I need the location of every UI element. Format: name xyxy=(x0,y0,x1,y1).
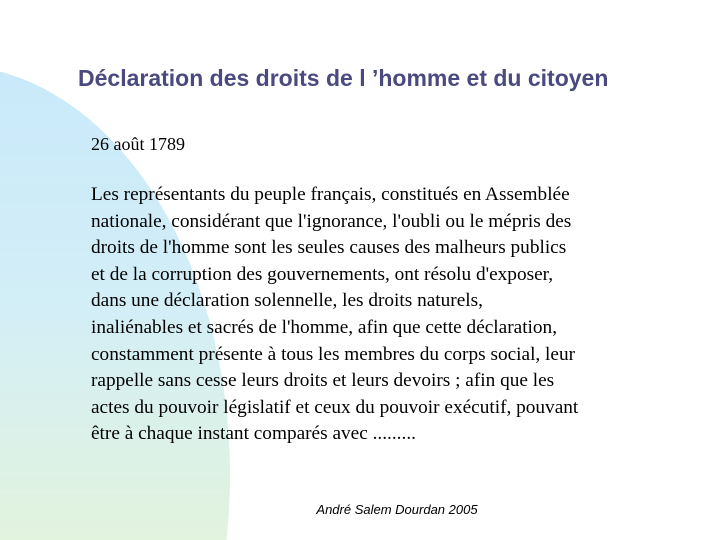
body-line: Les représentants du peuple français, constitués en Assemblée xyxy=(91,184,570,205)
slide-footer: André Salem Dourdan 2005 xyxy=(316,502,478,517)
slide-date: 26 août 1789 xyxy=(91,134,185,154)
body-line: nationale, considérant que l'ignorance, l'oubli ou le mépris des xyxy=(91,210,572,232)
body-line: rappelle sans cesse leurs droits et leurs devoirs ; afin que les xyxy=(91,370,555,392)
body-line: et de la corruption des gouvernements, ont résolu d'exposer, xyxy=(91,263,554,285)
slide-body-text xyxy=(91,182,661,448)
slide-title: Déclaration des droits de l ’homme et du citoyen xyxy=(78,65,609,91)
body-line: droits de l'homme sont les seules causes des malheurs publics xyxy=(91,237,567,259)
body-line: dans une déclaration solennelle, les droits naturels, xyxy=(91,290,483,312)
body-line: actes du pouvoir législatif et ceux du pouvoir exécutif, pouvant xyxy=(91,396,579,418)
body-line: être à chaque instant comparés avec ......... xyxy=(91,423,416,445)
body-line: constamment présente à tous les membres du corps social, leur xyxy=(91,343,576,365)
body-line: inaliénables et sacrés de l'homme, afin que cette déclaration, xyxy=(91,316,558,338)
